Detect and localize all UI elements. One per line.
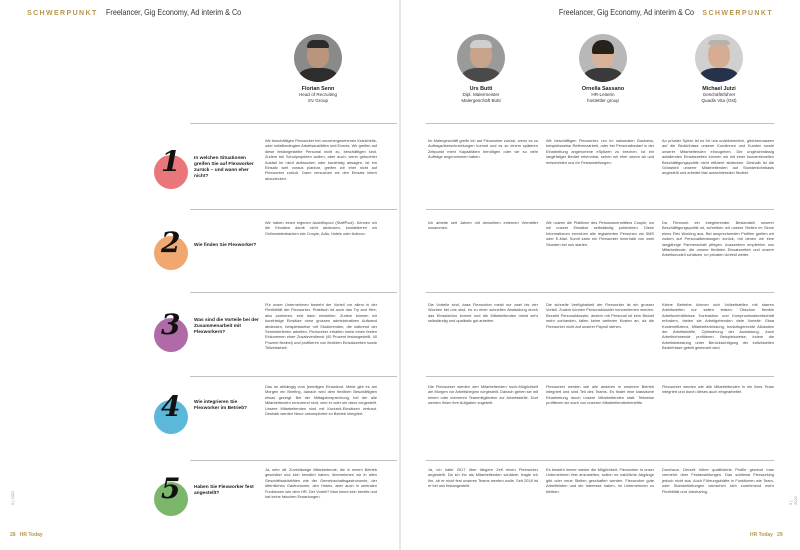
answer-michael-1: An privater Spitze ist es für uns unabkömmlich, gleichermassen auf die Bedürfnisse unserer Kundinnen und Kunden sowie unserer Mitarbeitenden einzugehen. Die ungleichmässig anfallenden Einsatzzeiten können wir mit einer konventionellen Beschäftigungspolitik nicht effizient abdecken. Deshalb ist die Grösstteil unserer Mitarbeitenden auf Stundenlohnbasis angestellt und arbeitet fast ausschliesslich flexibel.: [662, 138, 774, 176]
portrait-photo: [294, 34, 342, 82]
row-divider: [190, 460, 397, 461]
section-kicker: SCHWERPUNKT: [27, 10, 98, 17]
person-company: Quadis Vita (Ost): [701, 98, 737, 103]
person-urs-butti: [426, 34, 536, 104]
answer-ornella-5: Es besteht immer wieder die Möglichkeit, Flexworker in unser Unternehmen fest anzustellen, sofern es natürliche Abgänge gibt oder neue Stellen geschaffen werden. Flexworker gute Arbeitleisten und ein Interesse haben, im Unternehmen zu bleiben.: [546, 467, 654, 494]
answer-florian-2: Wir haben einen eigenen Aushilfspool (StaffPool). Können wir die Einsätze damit nicht abdecken, kontaktieren wir Onlinedatenbanken wie Coople, Adia, Hotels oder Adecco.: [265, 220, 377, 236]
row-divider: [426, 123, 774, 124]
answer-michael-5: Durchaus: Derzeit höher qualifizierte Profile gewinnt man vermehrt über Festanstellungen. Das schliesst Flexworking jedoch nicht aus. Auch Führungskräfte in Funktionen wie Team- oder Standortleitungen wünschen sich zunehmend mehr Flexibilität und Jobsharing.: [662, 467, 774, 494]
question-text-5: Haben Sie Flexworker fest angestellt?: [194, 485, 254, 496]
question-number-2: 2: [154, 236, 188, 270]
section-kicker: SCHWERPUNKT: [702, 10, 773, 17]
row-divider: [426, 292, 774, 293]
person-role: Head of Recruiting: [298, 92, 338, 97]
left-header: [27, 7, 265, 17]
answer-urs-4: Die Flexworker werden den Mitarbeitenden noch-Möglichkeit am Morgen vor Arbeitsbeginn vorgestellt. Danach gehen sie mit einem oder mehreren Teammitgliedern zur Arbeitsstelle. Dort werden ihnen ihre Aufgaben zugeteilt.: [428, 384, 538, 406]
answer-florian-3: Für unser Unternehmen besteht der Vorteil vor allem in der Flexibilität der Flexworker. Praktisch ist auch das Try and Hire- also probieren, erst dann einstellen. Zudem können wir kurzfristige Einsätze ohne grossen administrativen Aufwand abdecken, beispielsweise mit Studierenden, die während der Semesterferien arbeiten. Flexworker erhalten meist einen festen Einkommen einer Zusatzverdienst (40 Prozent festangestellt, 40 Prozent flexibel) und profitieren von flexiblen Einsatzzeiten sowie Teilzeitarbeit.: [265, 302, 377, 351]
portrait-photo: [457, 34, 505, 82]
right-footer: [750, 532, 783, 538]
issue-label: 9 | 2022: [10, 490, 15, 505]
row-divider: [190, 209, 397, 210]
section-title: Freelancer, Gig Economy, Ad interim & Co: [105, 7, 242, 17]
answer-michael-4: Flexworker werden wie alle Mitarbeitenden in ein fixes Team integriert und durch dieses auch eingearbeitet.: [662, 384, 774, 395]
row-divider: [190, 376, 397, 377]
answer-florian-5: Ja, sehr oft. Zuverlässige Mitarbeitende, die in einem Betrieb geschätzt und sich bewährt haben, übernehmen wir in allen Geschäftsaktivitäten wie der Gemeinschaftsgastronomie, der öffentlichen Gastronomie, den Hotels, aber auch in zentralen Funktionen wie dem HR. Der Vorteil? Man kennt sich bereits und hat keine falschen Erwartungen.: [265, 467, 377, 500]
person-name: Michael Jutzi: [702, 86, 736, 92]
answer-ornella-3: Die schnelle Verfügbarkeit der Flexworker ist ein grosser Vorteil. Zudem können Personaldossier kennenlernen werden. Bezahlt Personaldossier, andem mit Personal ist kein Bedarf mehr vorhanden, fallen keine weiteren Kosten an, da die Flexworker nicht auf unserer Payroll stehen.: [546, 302, 654, 329]
page-number-right: 29: [777, 532, 783, 538]
person-name: Urs Butti: [469, 86, 493, 92]
answer-ornella-4: Flexworker werden wie alle anderen in unserem Betrieb integriert und sind Teil des Teams. Es findet eine klassische Einarbeitung durch unsere Mitarbeitenden statt. Teilweise profitieren sie auch von unseren Mitarbeitendenbenefits.: [546, 384, 654, 406]
issue-label: 9 | 2022: [788, 496, 798, 505]
section-title: Freelancer, Gig Economy, Ad interim & Co: [558, 7, 695, 17]
question-text-1: In welchen Situationen greifen Sie auf Flexworker zurück – und wann eher nicht?: [194, 156, 254, 179]
left-footer: [10, 532, 43, 538]
answer-ornella-1: Wir beschäftigen Flexworker, um im saisonalen Business, beispielsweise Referenzarbeit, oder bei Personalbedarf in der Einarbeitung angenomme eSpitzen zu brechen. Ist ein langfristiger Bedarf erkennbar, sehen wir eher davon ab und entscheiden uns für Festanstellungen.: [546, 138, 654, 165]
answer-michael-2: Da Flexwork ein integrierender Bestandteil unserer Beschäftigungspolitik ist, schreiben wir unsere Stellen im Sinne eines Flex Working aus. Bei ansprechenden Profilen greifen wir zudem auf Personalberatungen zurück, mit denen wir eine langjährige Partnerschaft pflegen. Ausserdem empfehlen uns Mitarbeitende, die unsere flexiblen Einsatzzeiten und unsere Arbeitsmodell schätzen, im privaten Umfeld weiter.: [662, 220, 774, 258]
row-divider: [190, 123, 397, 124]
question-text-4: Wie integrieren Sie Flexworker im Betrieb?: [194, 400, 248, 411]
person-name: Florian Senn: [301, 86, 335, 92]
person-company: SV Group: [307, 98, 329, 103]
right-header: [535, 7, 773, 17]
portrait-photo: [695, 34, 743, 82]
person-company: Malergeschäft Butti: [461, 98, 501, 103]
right-page: [400, 0, 800, 550]
page-number-left: 28: [10, 532, 16, 538]
person-role: Geschäftsführer: [702, 92, 736, 97]
person-ornella-sassano: [548, 34, 658, 104]
question-number-3: 3: [154, 318, 188, 352]
row-divider: [426, 209, 774, 210]
person-company: hostettler group: [587, 98, 619, 103]
question-text-2: Wie finden Sie Flexworker?: [194, 243, 257, 248]
person-name: Ornella Sassano: [581, 86, 625, 92]
answer-ornella-2: Wir nutzen die Plattform des Personalvermittlers Coople, wo wir unsere Einsätze selbständig publizieren. Diese Informationen erreichen alle registrierten Personen via SMS oder E-Mail. Somit kann ein Flexworker innerhalb von zwei Stunden bei uns starten.: [546, 220, 654, 247]
answer-urs-1: Im Malergeschäft greife ich auf Flexworker zurück, wenn es zu Auftragsüberschneidungen kommt und es zu einem späteren Zeitpunkt mehr Kapazitäten benötigen oder wir so viele Aufträge angenommen haben.: [428, 138, 538, 160]
answer-urs-5: Ja, ich hatte 2017 über längere Zeit einen Flexworker angestellt. Da ich ihn als Mitarbeitenden schätzte, fragte ich ihn, ob er nicht fest unseres Teams werden wolle. Seit 2018 ist er bei uns festangestellt.: [428, 467, 538, 489]
answer-michael-3: Kleine Betriebe können sich Vollzeitstellen mit starren Arbeitszeiten nur selten leisten. Obschon flexible Arbeitsverhältnisse Kontraktion und Kompromissbereitschaft erfordern, bieten sie Arbeitgebenden viele Vorteile: Etwa Kosteneffizienz, Mitarbeiterbindung, bedarfsgerechte Allokation der Arbeitskräfte, Optimierung der Auslastung. Auch Arbeitnehmende profitieren. Beispielsweise, indem die Arbeitsbelastung unter Berücksichtigung der individuellen Bedürfnisse geteilt gesteuert wird.: [662, 302, 774, 351]
question-number-5: 5: [154, 482, 188, 516]
question-text-3: Was sind die Vorteile bei der Zusammenarbeit mit Flexworkern?: [194, 318, 259, 335]
answer-florian-1: Wir beschäftigen Flexworker bei unvorhergesehenen Krankheits- oder unfallbedingten Arbeitsausfällen und Events. Wir greifen auf diese festangestellte Personal nicht zu, beschäftigen sind. Zudem bei Schulprojekten wollen, aber auch, wenn gebuchter Ausfall im nicht auftauchen oder kurzfristig absagen. Ist ein Einsatz weit voraus planbar, greifen wir eher nicht auf Flexworker zurück. Dann versuchen wir den Einsatz intern abzudecken.: [265, 138, 377, 181]
row-divider: [190, 292, 397, 293]
person-michael-jutzi: [664, 34, 774, 104]
question-number-4: 4: [154, 400, 188, 434]
question-number-1: 1: [154, 155, 188, 189]
brand-right: HR Today: [750, 532, 773, 538]
person-role: Dipl. Malermeister: [462, 92, 500, 97]
portrait-photo: [579, 34, 627, 82]
brand-left: HR Today: [19, 532, 43, 538]
answer-urs-2: Ich arbeite seit Jahren mit denselben externen Vermittler zusammen.: [428, 220, 538, 231]
person-florian-senn: [263, 34, 373, 104]
row-divider: [426, 376, 774, 377]
answer-florian-4: Das ist abhängig vom jeweiligen Einsatzort. Meist gibt es am Morgen ein Briefing, danach wird dem flexiblen Beschäftigten etwas gezeigt. Bei der Mittagsbesprechung, bei der alle Mitarbeitenden erneuernd sind, wird er oder sie dann vorgestellt. Unsere Mitarbeitenden sind mit Kurzzeit-Einsätzen vertraut. Deshalb werden Neue unkompliziert im Betrieb integriert.: [265, 384, 377, 417]
person-role: HR-Leiterin: [591, 92, 615, 97]
row-divider: [426, 460, 774, 461]
answer-urs-3: Die Vorteile sind, dass Flexworker meist nur zwei bis vier Wochen bei uns sind, es zu einer schnellen Abwicklung durch das Einsatzbüro kommt und die Mitarbeitenden meist sehr selbständig und qualitativ gut arbeiten.: [428, 302, 538, 324]
